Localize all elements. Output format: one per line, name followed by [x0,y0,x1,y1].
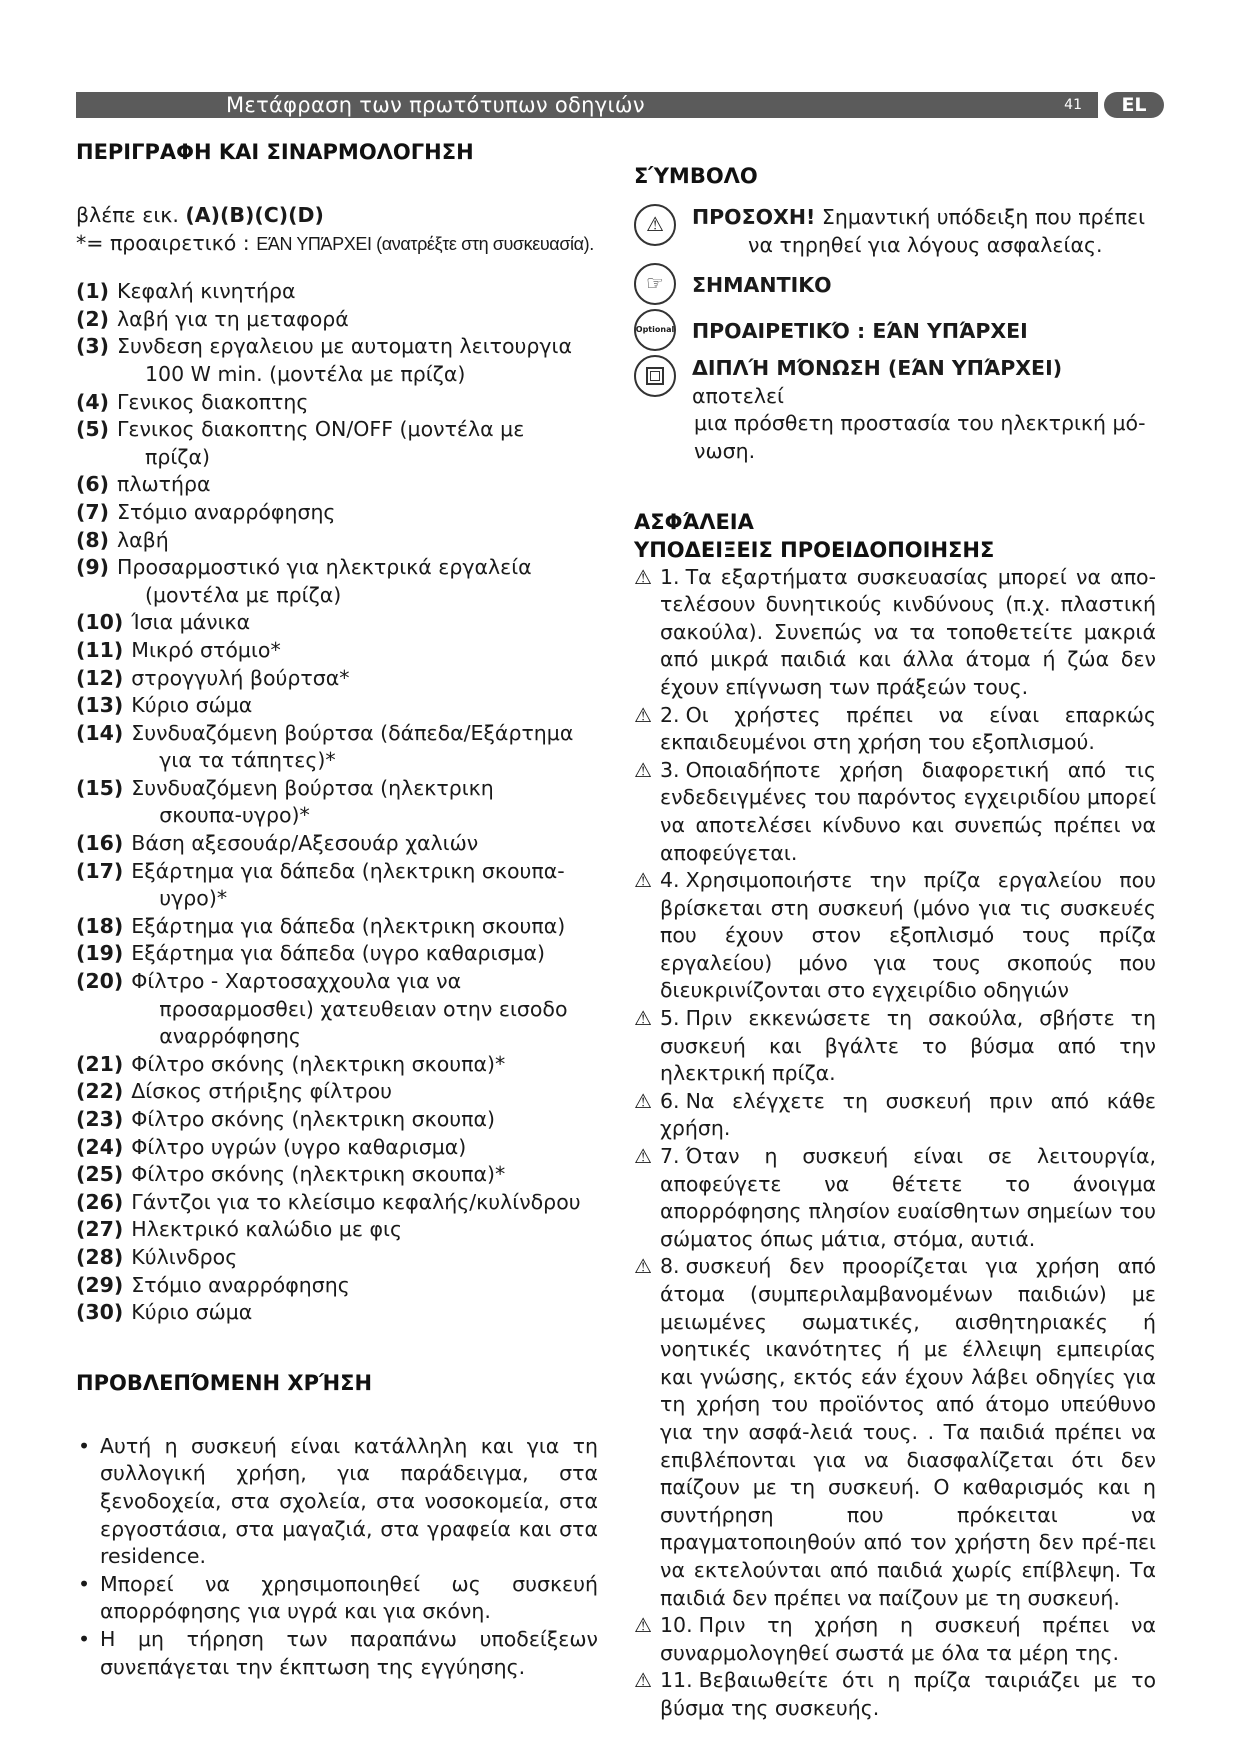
part-description-text: Φίλτρο υγρών (υγρο καθαρισμα) [131,1134,467,1159]
part-number: (11) [76,637,124,662]
part-item [76,527,598,555]
part-number: (26) [76,1189,124,1214]
warning-text: Όταν η συσκευή είναι σε λειτουργία, αποφεύγετε να θέτετε το άνοιγμα απορρόφησης πλησίον ευαίσθητων σημείων του σώματος όπως μάτια, στόμα, αυτιά. [660,1144,1156,1251]
warning-text: Οποιαδήποτε χρήση διαφορετική από τις ενδεδειγμένες του παρόντος εγχειριδίου μπορεί να αποτελέσει κίνδυνο και συνεπώς πρέπει να αποφεύγεται. [660,757,1156,865]
warning-number: 10. [660,1613,693,1638]
part-item [76,1272,598,1300]
part-number: (21) [76,1051,124,1076]
part-description-text: Ίσια μάνικα [131,610,251,635]
double-insulation-icon [634,355,676,397]
warning-triangle-icon: ⚠ [634,1088,652,1113]
part-item [76,692,598,720]
part-number: (12) [76,665,124,690]
warning-triangle-icon: ⚠ [634,1006,652,1031]
part-description [131,665,598,693]
part-description [117,306,598,334]
part-description [131,1272,598,1300]
part-description-text: πλωτήρα [117,472,211,497]
part-item [76,858,598,913]
part-description [131,913,598,941]
section-title-safety: ΑΣΦΆΛΕΙΑ [634,509,754,534]
part-number: (16) [76,831,124,856]
part-description-text: Στόμιο αναρρόφησης [131,1272,350,1297]
part-description-text: Ηλεκτρικό καλώδιο με φις [131,1217,402,1242]
part-number: (28) [76,1244,124,1269]
part-number: (5) [76,417,110,442]
part-description [117,554,598,609]
part-number: (8) [76,527,110,552]
part-description-text: Προσαρμοστικό για ηλεκτρικά εργαλεία [117,555,532,580]
part-description [117,471,598,499]
warning-item [634,1143,1156,1253]
double-insulation-cont: μια πρόσθετη προστασία του ηλεκτρική μό-νωση. [694,411,1146,463]
part-description-text: Κύριο σώμα [131,693,253,718]
header-title: Μετάφραση των πρωτότυπων οδηγιών [226,93,645,117]
symbols-list [634,204,1156,466]
part-number: (1) [76,279,110,304]
part-item [76,1299,598,1327]
part-description [117,416,598,471]
optional-legend [76,230,598,259]
part-description-text: Εξάρτημα για δάπεδα (υγρο καθαρισμα) [131,941,545,966]
part-item [76,665,598,693]
caution-text: Σημαντική υπόδειξη που πρέπει [815,205,1146,229]
part-item [76,471,598,499]
part-description-text: Δίσκος στήριξης φίλτρου [131,1079,393,1104]
section-title-description: ΠΕΡΙΓΡΑΦΗ ΚΑΙ ΣΙΝΑΡΜΟΛΟΓΗΣΗ [76,140,474,164]
part-description-text: Φίλτρο - Χαρτοσαχχουλα για να [131,969,462,994]
warning-number: 6. [660,1088,680,1113]
warning-triangle-icon: ⚠ [634,564,652,589]
part-item [76,913,598,941]
part-item [76,637,598,665]
part-item [76,1078,598,1106]
double-square-icon [646,367,664,385]
part-description-text: Εξάρτημα για δάπεδα (ηλεκτρικη σκουπα- [131,858,565,883]
part-item [76,1216,598,1244]
part-number: (9) [76,555,110,580]
part-item [76,609,598,637]
right-column [634,162,1156,1723]
part-description-cont: για τα τάπητες)* [159,748,336,773]
part-description-text: Φίλτρο σκόνης (ηλεκτρικη σκουπα)* [131,1051,506,1076]
figure-references: (A)(B)(C)(D) [185,203,324,227]
warning-number: 1. [660,564,680,589]
part-item [76,333,598,388]
part-number: (6) [76,472,110,497]
part-number: (24) [76,1134,124,1159]
part-description [131,1078,598,1106]
part-description-cont: σκουπα-υγρο)* [159,803,310,828]
warning-number: 5. [660,1006,680,1031]
warning-text: συσκευή δεν προορίζεται για χρήση από άτομα (συμπεριλαμβανομένων παιδιών) με μειωμένες σωματικές, αισθητηριακές ή νοητικές ικανότητες ή με έλλειψη εμπειρίας και γνώσης, εκτός εάν έχουν λάβει οδηγίες για τη χρήση του προϊόντος από άτομο υπεύθυνο για την ασφά-λειά τους. . Τα παιδιά πρέπει να επιβλέπονται για να διασφαλίζεται ότι δεν παίζουν με τη συσκευή. Ο καθαρισμός και η συντήρηση που πρόκειται να πραγματοποιηθούν από τον χρήστη δεν πρέ-πει να εκτελούνται από παιδιά χωρίς επίβλεψη. Τα παιδιά δεν πρέπει να παίζουν με τη συσκευή. [660,1254,1156,1610]
part-description-cont: υγρο)* [159,886,228,911]
warning-text: Οι χρήστες πρέπει να είναι επαρκώς εκπαιδευμένοι στη χρήση του εξοπλισμού. [660,702,1156,755]
warning-item [634,702,1156,757]
warning-text: Τα εξαρτήματα συσκευασίας μπορεί να απο-τελέσουν δυνητικούς κινδύνους (π.χ. πλαστική σακούλα). Συνεπώς να τα τοποθετείτε μακριά από μικρά παιδιά και άλλα άτομα ή ζώα δεν έχουν επίγνωση των πράξεών τους. [660,564,1156,699]
symbol-optional [634,309,1156,353]
part-description-text: Βάση αξεσουάρ/Αξεσουάρ χαλιών [131,831,479,856]
part-description [131,1161,598,1189]
warning-number: 4. [660,868,680,893]
part-item [76,940,598,968]
warning-text: Να ελέγχετε τη συσκευή πριν από κάθε χρήση. [660,1088,1156,1141]
left-column [76,138,598,1681]
part-description-cont: πρίζα) [145,444,210,469]
part-item [76,1244,598,1272]
part-number: (2) [76,306,110,331]
part-description [131,1244,598,1272]
part-number: (15) [76,775,124,800]
part-description-text: Μικρό στόμιο* [131,637,281,662]
language-badge: EL [1104,92,1164,118]
part-number: (17) [76,858,124,883]
optional-note: ΕΆΝ ΥΠΆΡΧΕΙ (ανατρέξτε στη συσκευασία). [256,233,594,254]
warning-item [634,1088,1156,1143]
part-description [131,1051,598,1079]
part-item [76,416,598,471]
warning-number: 3. [660,757,680,782]
warning-item [634,1612,1156,1667]
part-description-text: Συνδυαζόμενη βούρτσα (ηλεκτρικη [131,775,494,800]
part-description [131,692,598,720]
warning-item [634,757,1156,867]
part-description [131,1299,598,1327]
part-description-text: Κύριο σώμα [131,1300,253,1325]
warning-triangle-icon: ⚠ [634,757,652,782]
list-item: • Η μη τήρηση των παραπάνω υποδείξεων συνεπάγεται την έκπτωση της εγγύησης. [76,1626,598,1681]
part-description-text: Στόμιο αναρρόφησης [117,499,336,524]
part-item [76,499,598,527]
double-insulation-text: αποτελεί [692,383,784,408]
part-number: (20) [76,969,124,994]
page-number: 41 [1064,97,1082,113]
part-description-text: Γάντζοι για το κλείσιμο κεφαλής/κυλίνδρου [131,1189,581,1214]
part-number: (7) [76,499,110,524]
part-item [76,1106,598,1134]
warnings-list [634,564,1156,1723]
parts-list [76,278,598,1327]
part-number: (22) [76,1079,124,1104]
part-description [131,858,598,913]
part-item [76,278,598,306]
part-description-text: Γενικος διακοπτης [117,389,309,414]
list-item: • Μπορεί να χρησιμοποιηθεί ως συσκευή απορρόφησης για υγρά και για σκόνη. [76,1571,598,1626]
warning-triangle-icon: ⚠ [634,1144,652,1169]
part-number: (14) [76,720,124,745]
caution-label: ΠΡΟΣΟΧΗ! [692,205,816,229]
section-title-symbols: ΣΎΜΒΟΛΟ [634,164,758,188]
part-description [117,278,598,306]
symbol-caution [634,204,1156,259]
optional-icon [634,309,676,351]
part-number: (23) [76,1107,124,1131]
caution-text-cont: να τηρηθεί για λόγους ασφαλείας. [748,232,1103,257]
symbol-important [634,263,1156,307]
part-item [76,1134,598,1162]
part-description [131,1216,598,1244]
optional-prefix: *= προαιρετικό : [76,230,257,255]
warning-item [634,1005,1156,1088]
part-number: (27) [76,1217,124,1242]
part-item [76,968,598,1051]
header-bar [76,92,1098,118]
part-description [131,720,598,775]
double-insulation-label: ΔΙΠΛΉ ΜΌΝΩΣΗ (ΕΆΝ ΥΠΆΡΧΕΙ) [692,356,1063,381]
part-description [117,333,598,388]
part-item [76,720,598,775]
part-number: (30) [76,1300,124,1325]
part-description [131,637,598,665]
part-description [117,527,598,555]
part-number: (29) [76,1272,124,1297]
part-description-cont: 100 W min. (μοντέλα με πρίζα) [145,361,466,386]
pointing-hand-icon: ☞ [634,263,676,305]
part-description-text: Κεφαλή κινητήρα [117,279,296,304]
part-description-text: λαβή για τη μεταφορά [117,306,349,331]
part-description-cont: (μοντέλα με πρίζα) [145,582,342,607]
warning-triangle-icon: ⚠ [634,1668,652,1693]
warning-item [634,867,1156,1005]
part-description [131,940,598,968]
part-item [76,306,598,334]
warning-number: 11. [660,1668,693,1693]
warning-item [634,564,1156,702]
warning-triangle-icon: ⚠ [634,868,652,893]
part-description [131,775,598,830]
optional-label: ΠΡΟΑΙΡΕΤΙΚΌ : ΕΆΝ ΥΠΆΡΧΕΙ [692,319,1028,344]
part-description [131,1134,598,1162]
warning-number: 2. [660,702,680,727]
part-description [131,830,598,858]
part-item [76,389,598,417]
warning-triangle-icon: ⚠ [634,1254,652,1279]
part-item [76,830,598,858]
part-description [117,389,598,417]
warning-text: Πριν εκκενώσετε τη σακούλα, σβήστε τη συσκευή και βγάλτε το βύσμα από την ηλεκτρική πρίζα. [660,1006,1156,1086]
part-number: (3) [76,334,110,359]
warning-text: Πριν τη χρήση η συσκευή πρέπει να συναρμολογηθεί σωστά με όλα τα μέρη της. [660,1613,1156,1665]
warning-text: Χρησιμοποιήστε την πρίζα εργαλείου που βρίσκεται στη συσκευή (μόνο για τις συσκευές που έχουν στον εξοπλισμό τους πρίζα εργαλείου) μόνο για τους σκοπούς που διευκρινίζονται στο εγχειρίδιο οδηγιών [660,868,1156,1003]
part-description-text: Φίλτρο σκόνης (ηλεκτρικη σκουπα)* [131,1162,506,1187]
part-description-text: Φίλτρο σκόνης (ηλεκτρικη σκουπα) [131,1107,496,1131]
warning-item [634,1667,1156,1722]
part-number: (4) [76,389,110,414]
section-title-warnings: ΥΠΟΔΕΙΞΕΙΣ ΠΡΟΕΙΔΟΠΟΙΗΣΗΣ [634,537,995,562]
part-number: (25) [76,1162,124,1187]
part-description-cont: προσαρμοσθει) χατευθειαν οτην εισοδο αναρρόφησης [159,996,568,1049]
part-number: (10) [76,610,124,635]
important-label: ΣΗΜΑΝΤΙΚΟ [692,273,832,298]
part-item [76,1051,598,1079]
part-description-text: Γενικος διακοπτης ON/OFF (μοντέλα με [117,417,525,442]
part-description-text: στρογγυλή βούρτσα* [131,665,350,690]
warning-triangle-icon: ⚠ [634,204,676,246]
part-number: (19) [76,941,124,966]
part-description-text: Κύλινδρος [131,1244,238,1269]
part-number: (18) [76,913,124,938]
part-item [76,1189,598,1217]
part-description [131,1106,598,1134]
part-item [76,1161,598,1189]
intended-use-list [76,1433,598,1681]
warning-triangle-icon: ⚠ [634,1613,652,1638]
warning-triangle-icon: ⚠ [634,702,652,727]
warning-item [634,1253,1156,1612]
part-description [131,1189,598,1217]
section-title-intended-use: ΠΡΟΒΛΕΠΌΜΕΝΗ ΧΡΉΣΗ [76,1370,373,1395]
part-description [117,499,598,527]
part-number: (13) [76,693,124,718]
part-item [76,554,598,609]
part-item [76,775,598,830]
optional-icon-text: Optional [635,325,675,335]
part-description-text: Συνδυαζόμενη βούρτσα (δάπεδα/Εξάρτημα [131,720,574,745]
part-description [131,609,598,637]
see-figures-line [76,202,598,230]
part-description-text: Συνδεση εργαλειου με αυτοματη λειτουργια [117,334,573,359]
part-description-text: λαβή [117,527,169,552]
part-description [131,968,598,1051]
warning-number: 7. [660,1144,680,1169]
symbol-double-insulation [634,355,1156,465]
see-prefix: βλέπε εικ. [76,203,186,227]
warning-text: Βεβαιωθείτε ότι η πρίζα ταιριάζει με το βύσμα της συσκευής. [660,1668,1156,1720]
list-item: • Αυτή η συσκευή είναι κατάλληλη και για τη συλλογική χρήση, για παράδειγμα, στα ξενοδοχεία, στα σχολεία, στα νοσοκομεία, στα εργοστάσια, στα μαγαζιά, στα γραφεία και στα residence. [76,1433,598,1571]
part-description-text: Εξάρτημα για δάπεδα (ηλεκτρικη σκουπα) [131,913,566,938]
warning-number: 8. [660,1254,680,1279]
